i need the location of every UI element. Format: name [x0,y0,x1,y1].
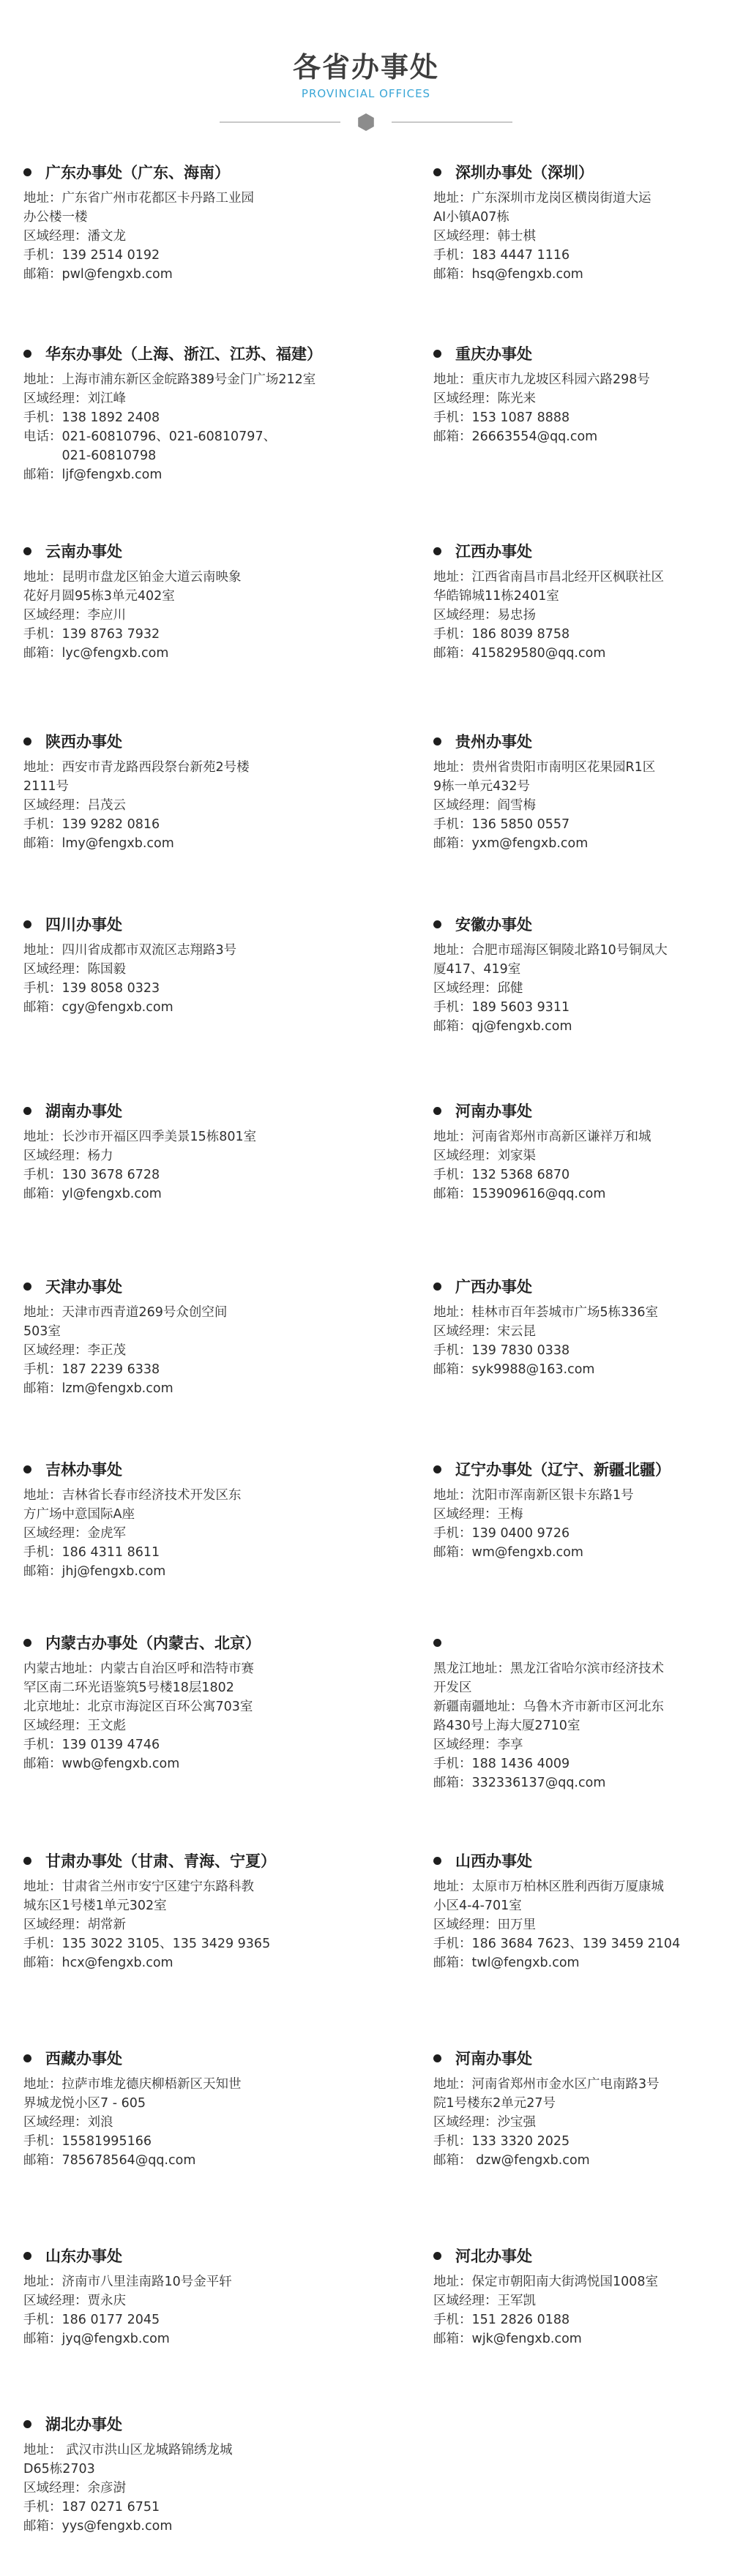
office-detail-line: 邮箱：pwl@fengxb.com [23,267,173,282]
office-details [433,370,719,446]
office-detail-line: 手机：133 3320 2025 [433,2134,570,2149]
bullet-icon [433,1639,441,1647]
office-card-hunan [23,1101,338,1203]
office-card-yunnan [23,541,338,663]
office-detail-line: 区域经理：李正茂 [23,1343,126,1358]
bullet-icon [23,1283,31,1291]
bullet-icon [433,1107,441,1115]
office-details [23,1659,338,1773]
office-card-huadong [23,344,338,484]
office-detail-line: 路430号上海大厦2710室 [433,1719,580,1733]
office-detail-line: 区域经理：韩士棋 [433,229,536,244]
office-detail-line: 区域经理：刘江峰 [23,391,126,406]
office-card-shanxi [433,1851,719,1972]
office-details [433,568,719,663]
office-details [23,1877,338,1972]
office-name: 天津办事处 [45,1278,122,1296]
office-detail-line: 办公楼一楼 [23,210,88,225]
bullet-icon [433,1283,441,1291]
office-detail-line: 新疆南疆地址：乌鲁木齐市新市区河北东 [433,1700,664,1714]
office-detail-line: 邮箱：26663554@qq.com [433,429,598,444]
bullet-icon [433,168,441,176]
office-detail-line: 区域经理：余彦澍 [23,2481,126,2496]
office-detail-line: 厦417、419室 [433,962,521,977]
office-details [23,370,338,484]
office-detail-line: 区域经理：李享 [433,1738,523,1752]
office-detail-line: 手机：139 2514 0192 [23,248,160,263]
office-detail-line: 手机：186 4311 8611 [23,1545,160,1560]
office-detail-line: 地址：桂林市百年荟城市广场5栋336室 [433,1305,659,1320]
office-detail-line: 地址：拉萨市堆龙德庆柳梧新区天知世 [23,2077,242,2092]
office-detail-line: 地址：太原市万柏林区胜利西街万厦康城 [433,1880,664,1894]
office-detail-line: 邮箱：jyq@fengxb.com [23,2332,170,2346]
office-details [23,1303,338,1398]
office-details [433,189,719,284]
office-detail-line: 邮箱：twl@fengxb.com [433,1956,580,1970]
office-details [23,2441,338,2536]
office-detail-line: 地址： 武汉市洪山区龙城路锦绣龙城 [23,2443,233,2457]
bullet-icon [433,1465,441,1473]
bullet-icon [433,350,441,358]
office-card-sichuan [23,915,338,1017]
office-name: 江西办事处 [455,543,532,560]
office-detail-line: 邮箱：yxm@fengxb.com [433,836,589,851]
office-details [23,1127,338,1203]
office-details [23,1486,338,1581]
office-detail-line: D65栋2703 [23,2462,95,2477]
office-detail-line: 邮箱：yys@fengxb.com [23,2519,173,2534]
office-detail-line: AI小镇A07栋 [433,210,509,225]
office-name: 云南办事处 [45,543,122,560]
office-detail-line: 手机：186 8039 8758 [433,627,570,642]
office-detail-line: 手机：188 1436 4009 [433,1757,570,1771]
bullet-icon [23,737,31,746]
divider-right [392,121,512,123]
office-detail-line: 手机：139 7830 0338 [433,1343,570,1358]
office-detail-line: 邮箱：lzm@fengxb.com [23,1381,173,1396]
office-detail-line: 手机：189 5603 9311 [433,1000,570,1015]
office-detail-line: 区域经理：胡常新 [23,1918,126,1932]
office-detail-line: 手机：153 1087 8888 [433,410,570,425]
office-detail-line: 021-60810798 [23,448,157,463]
office-details [433,758,719,853]
office-detail-line: 区域经理：杨力 [23,1149,113,1163]
office-detail-line: 黑龙江地址：黑龙江省哈尔滨市经济技术 [433,1661,664,1676]
office-detail-line: 邮箱：lmy@fengxb.com [23,836,174,851]
office-name: 山东办事处 [45,2248,122,2265]
office-card-jiangxi [433,541,719,663]
office-card-neimenggu [23,1633,338,1773]
office-detail-line: 区域经理：潘文龙 [23,229,126,244]
office-detail-line: 邮箱：wwb@fengxb.com [23,1757,180,1771]
office-detail-line: 区域经理：王文彪 [23,1719,126,1733]
office-detail-line: 邮箱：syk9988@163.com [433,1362,595,1377]
office-detail-line: 华皓锦城11栋2401室 [433,589,559,604]
office-details [433,1486,719,1562]
bullet-icon [23,920,31,928]
office-detail-line: 手机：138 1892 2408 [23,410,160,425]
office-card-shenzhen [433,162,719,284]
office-detail-line: 内蒙古地址：内蒙古自治区呼和浩特市赛 [23,1661,254,1676]
office-detail-line: 手机：187 2239 6338 [23,1362,160,1377]
bullet-icon [23,2054,31,2062]
office-detail-line: 地址：西安市青龙路西段祭台新苑2号楼 [23,760,250,775]
office-detail-line: 手机：132 5368 6870 [433,1168,570,1182]
bullet-icon [433,1857,441,1865]
office-detail-line: 花好月圆95栋3单元402室 [23,589,175,604]
office-details [433,1127,719,1203]
bullet-icon [23,2252,31,2260]
office-detail-line: 小区4-4-701室 [433,1899,522,1913]
bullet-icon [23,1639,31,1647]
office-details [23,189,338,284]
office-detail-line: 城东区1号楼1单元302室 [23,1899,167,1913]
bullet-icon [23,168,31,176]
bullet-icon [23,1107,31,1115]
office-detail-line: 手机：183 4447 1116 [433,248,570,263]
divider-left [220,121,340,123]
bullet-icon [433,737,441,746]
office-details [23,941,338,1017]
office-detail-line: 邮箱：hcx@fengxb.com [23,1956,173,1970]
office-detail-line: 手机：130 3678 6728 [23,1168,160,1182]
office-detail-line: 手机：151 2826 0188 [433,2313,570,2327]
office-card-chongqing [433,344,719,446]
office-name: 山西办事处 [455,1852,532,1870]
office-details [23,2272,338,2348]
office-name: 贵州办事处 [455,733,532,751]
office-detail-line: 区域经理：刘浪 [23,2115,113,2130]
office-detail-line: 区域经理：陈光来 [433,391,536,406]
office-detail-line: 地址：四川省成都市双流区志翔路3号 [23,943,237,958]
bullet-icon [23,1465,31,1473]
office-card-guizhou [433,732,719,853]
office-name: 广西办事处 [455,1278,532,1296]
office-detail-line: 地址：河南省郑州市金水区广电南路3号 [433,2077,660,2092]
office-detail-line: 地址：保定市朝阳南大街鸿悦国1008室 [433,2275,659,2289]
office-detail-line: 区域经理：王梅 [433,1507,523,1522]
office-detail-line: 邮箱：jhj@fengxb.com [23,1564,166,1579]
office-detail-line: 区域经理：金虎军 [23,1526,126,1541]
office-detail-line: 手机：187 0271 6751 [23,2500,160,2515]
office-card-anhui [433,915,719,1036]
office-detail-line: 区域经理：吕茂云 [23,798,126,813]
office-detail-line: 北京地址：北京市海淀区百环公寓703室 [23,1700,253,1714]
office-card-tianjin [23,1277,338,1398]
office-detail-line: 电话：021-60810796、021-60810797、 [23,429,277,444]
office-detail-line: 地址：吉林省长春市经济技术开发区东 [23,1488,242,1503]
office-card-liaoning [433,1460,719,1562]
bullet-icon [433,920,441,928]
office-detail-line: 区域经理：贾永庆 [23,2294,126,2308]
office-card-heilongjiang [433,1633,719,1792]
office-details [23,568,338,663]
office-detail-line: 手机：186 0177 2045 [23,2313,160,2327]
page-subtitle: PROVINCIAL OFFICES [301,87,431,100]
office-detail-line: 手机：139 8763 7932 [23,627,160,642]
office-name: 广东办事处（广东、海南） [45,164,230,181]
office-detail-line: 邮箱：415829580@qq.com [433,646,606,661]
office-detail-line: 界城龙悦小区7 - 605 [23,2096,146,2111]
bullet-icon [23,2420,31,2428]
office-card-shandong [23,2246,338,2348]
office-details [433,1659,719,1792]
office-name: 河南办事处 [455,2050,532,2068]
office-detail-line: 方广场中意国际A座 [23,1507,135,1522]
office-detail-line: 手机：135 3022 3105、135 3429 9365 [23,1937,271,1951]
office-detail-line: 地址：江西省南昌市昌北经开区枫联社区 [433,570,664,585]
office-card-xizang [23,2049,338,2170]
bullet-icon [23,1857,31,1865]
office-detail-line: 邮箱：qj@fengxb.com [433,1019,572,1034]
office-detail-line: 地址：重庆市九龙坡区科园六路298号 [433,372,650,387]
office-detail-line: 手机：139 0400 9726 [433,1526,570,1541]
office-name: 辽宁办事处（辽宁、新疆北疆） [455,1461,671,1479]
office-detail-line: 区域经理：易忠扬 [433,608,536,623]
office-card-guangxi [433,1277,719,1379]
office-detail-line: 地址：河南省郑州市高新区谦祥万和城 [433,1130,651,1144]
office-name: 深圳办事处（深圳） [455,164,594,181]
office-detail-line: 手机：139 9282 0816 [23,817,160,832]
office-name: 华东办事处（上海、浙江、江苏、福建） [45,345,322,363]
office-detail-line: 地址：济南市八里洼南路10号金平轩 [23,2275,232,2289]
office-detail-line: 地址：长沙市开福区四季美景15栋801室 [23,1130,257,1144]
office-name: 吉林办事处 [45,1461,122,1479]
office-detail-line: 区域经理：沙宝强 [433,2115,536,2130]
office-detail-line: 邮箱： dzw@fengxb.com [433,2153,590,2168]
office-detail-line: 邮箱：153909616@qq.com [433,1187,606,1201]
office-detail-line: 手机：139 8058 0323 [23,981,160,996]
bullet-icon [23,350,31,358]
office-detail-line: 区域经理：刘家渠 [433,1149,536,1163]
office-card-henan-2 [433,2049,719,2170]
office-detail-line: 地址：天津市西青道269号众创空间 [23,1305,228,1320]
bullet-icon [23,547,31,555]
office-card-gansu [23,1851,338,1972]
bullet-icon [433,2252,441,2260]
office-detail-line: 地址：合肥市瑶海区铜陵北路10号铜凤大 [433,943,668,958]
office-detail-line: 邮箱：hsq@fengxb.com [433,267,583,282]
office-detail-line: 开发区 [433,1681,472,1695]
office-name: 内蒙古办事处（内蒙古、北京） [45,1634,261,1652]
office-details [23,2075,338,2170]
office-detail-line: 503室 [23,1324,61,1339]
office-detail-line: 地址：上海市浦东新区金皖路389号金门广场212室 [23,372,316,387]
office-detail-line: 邮箱：wm@fengxb.com [433,1545,583,1560]
office-name: 湖北办事处 [45,2416,122,2433]
office-name: 河南办事处 [455,1103,532,1120]
office-details [433,1877,719,1972]
office-detail-line: 地址：沈阳市浑南新区银卡东路1号 [433,1488,634,1503]
office-name: 重庆办事处 [455,345,532,363]
bullet-icon [433,547,441,555]
office-detail-line: 区域经理：田万里 [433,1918,536,1932]
office-detail-line: 地址：甘肃省兰州市安宁区建宁东路科教 [23,1880,254,1894]
office-detail-line: 区域经理：阎雪梅 [433,798,536,813]
office-details [433,1303,719,1379]
office-card-guangdong [23,162,338,284]
office-detail-line: 邮箱：ljf@fengxb.com [23,467,163,482]
office-detail-line: 9栋一单元432号 [433,779,531,794]
office-detail-line: 地址：贵州省贵阳市南明区花果园R1区 [433,760,656,775]
office-card-jilin [23,1460,338,1581]
office-detail-line: 区域经理：邱健 [433,981,523,996]
office-details [23,758,338,853]
office-detail-line: 区域经理：宋云昆 [433,1324,536,1339]
office-detail-line: 罕区南二环光语鉴筑5号楼18层1802 [23,1681,234,1695]
office-name: 四川办事处 [45,916,122,934]
office-detail-line: 邮箱：yl@fengxb.com [23,1187,162,1201]
office-name: 西藏办事处 [45,2050,122,2068]
office-detail-line: 邮箱：wjk@fengxb.com [433,2332,582,2346]
office-detail-line: 区域经理：王军凯 [433,2294,536,2308]
office-card-hebei [433,2246,719,2348]
office-detail-line: 手机：15581995166 [23,2134,152,2149]
office-name: 甘肃办事处（甘肃、青海、宁夏） [45,1852,276,1870]
office-detail-line: 区域经理：李应川 [23,608,126,623]
bullet-icon [433,2054,441,2062]
office-name: 安徽办事处 [455,916,532,934]
page-header [0,0,732,146]
office-detail-line: 区域经理：陈国毅 [23,962,126,977]
office-details [433,2272,719,2348]
office-detail-line: 地址：广东省广州市花都区卡丹路工业园 [23,191,254,206]
office-name: 陕西办事处 [45,733,122,751]
office-detail-line: 地址：昆明市盘龙区铂金大道云南映象 [23,570,242,585]
office-card-henan [433,1101,719,1203]
hexagon-icon [357,113,375,131]
office-detail-line: 邮箱：cgy@fengxb.com [23,1000,173,1015]
office-details [433,941,719,1036]
office-card-shaanxi [23,732,338,853]
office-detail-line: 邮箱：785678564@qq.com [23,2153,196,2168]
office-card-hubei [23,2414,338,2536]
office-detail-line: 手机：186 3684 7623、139 3459 2104 [433,1937,681,1951]
office-detail-line: 2111号 [23,779,70,794]
office-name: 湖南办事处 [45,1103,122,1120]
office-detail-line: 手机：139 0139 4746 [23,1738,160,1752]
office-details [433,2075,719,2170]
office-detail-line: 手机：136 5850 0557 [433,817,570,832]
office-detail-line: 邮箱：lyc@fengxb.com [23,646,169,661]
office-detail-line: 地址：广东深圳市龙岗区横岗街道大运 [433,191,651,206]
office-name: 河北办事处 [455,2248,532,2265]
office-detail-line: 邮箱：332336137@qq.com [433,1776,606,1790]
office-detail-line: 院1号楼东2单元27号 [433,2096,556,2111]
page-title: 各省办事处 [292,51,439,83]
